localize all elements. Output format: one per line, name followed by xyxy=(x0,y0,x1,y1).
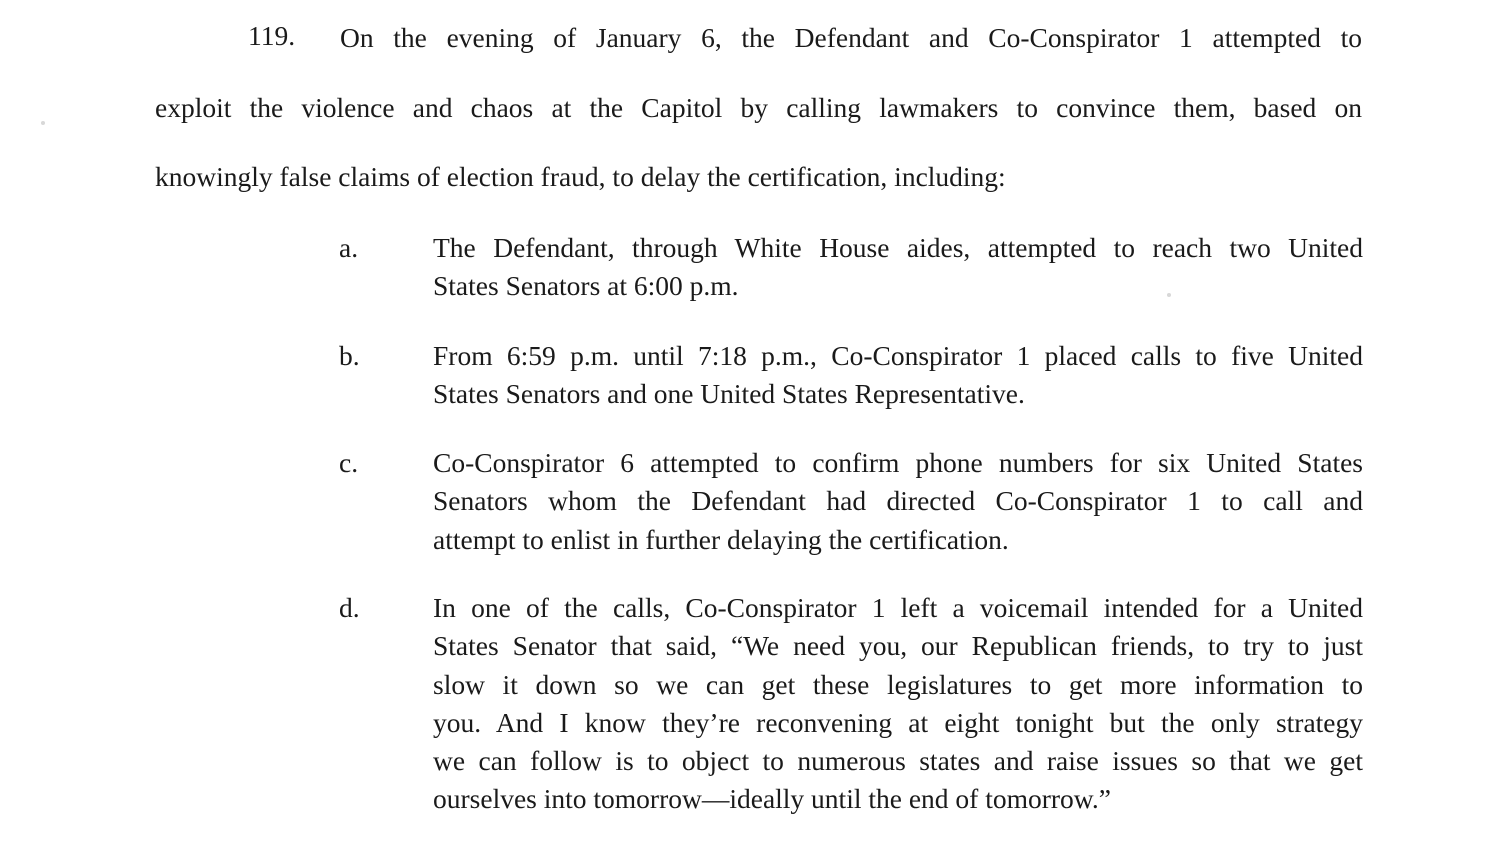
list-item-text: Co-Conspirator 6 attempted to confirm phone numbers for six United States Senators whom the Defendant had directed Co-Conspirator 1 to call and attempt to enlist in further delaying the certification. xyxy=(433,447,1363,555)
paragraph-line-3: knowingly false claims of election fraud, to delay the certification, including: xyxy=(155,161,1006,192)
list-item-label: b. xyxy=(339,340,360,371)
list-item-text: In one of the calls, Co-Conspirator 1 left a voicemail intended for a United States Senator that said, “We need you, our Republican friends, to try to just slow it down so we can get these legislatures to get more information to you. And I know they’re reconvening at eight tonight but the only strategy we can follow is to object to numerous states and raise issues so that we get ourselves into tomorrow—ideally until the end of tomorrow.” xyxy=(433,592,1363,815)
paragraph-number: 119. xyxy=(248,20,296,51)
list-item-label: a. xyxy=(339,232,359,263)
list-item-text: The Defendant, through White House aides, attempted to reach two United States Senators at 6:00 p.m. xyxy=(433,232,1363,302)
list-item-label: c. xyxy=(339,447,359,478)
paragraph-line-1: On the evening of January 6, the Defendant and Co-Conspirator 1 attempted to xyxy=(340,22,1362,53)
scan-speck xyxy=(1167,293,1171,297)
scan-speck xyxy=(41,121,45,125)
list-item-text: From 6:59 p.m. until 7:18 p.m., Co-Conspirator 1 placed calls to five United States Senators and one United States Representative. xyxy=(433,340,1363,410)
paragraph-line-2: exploit the violence and chaos at the Capitol by calling lawmakers to convince them, based on xyxy=(155,92,1362,123)
list-item-label: d. xyxy=(339,592,360,623)
